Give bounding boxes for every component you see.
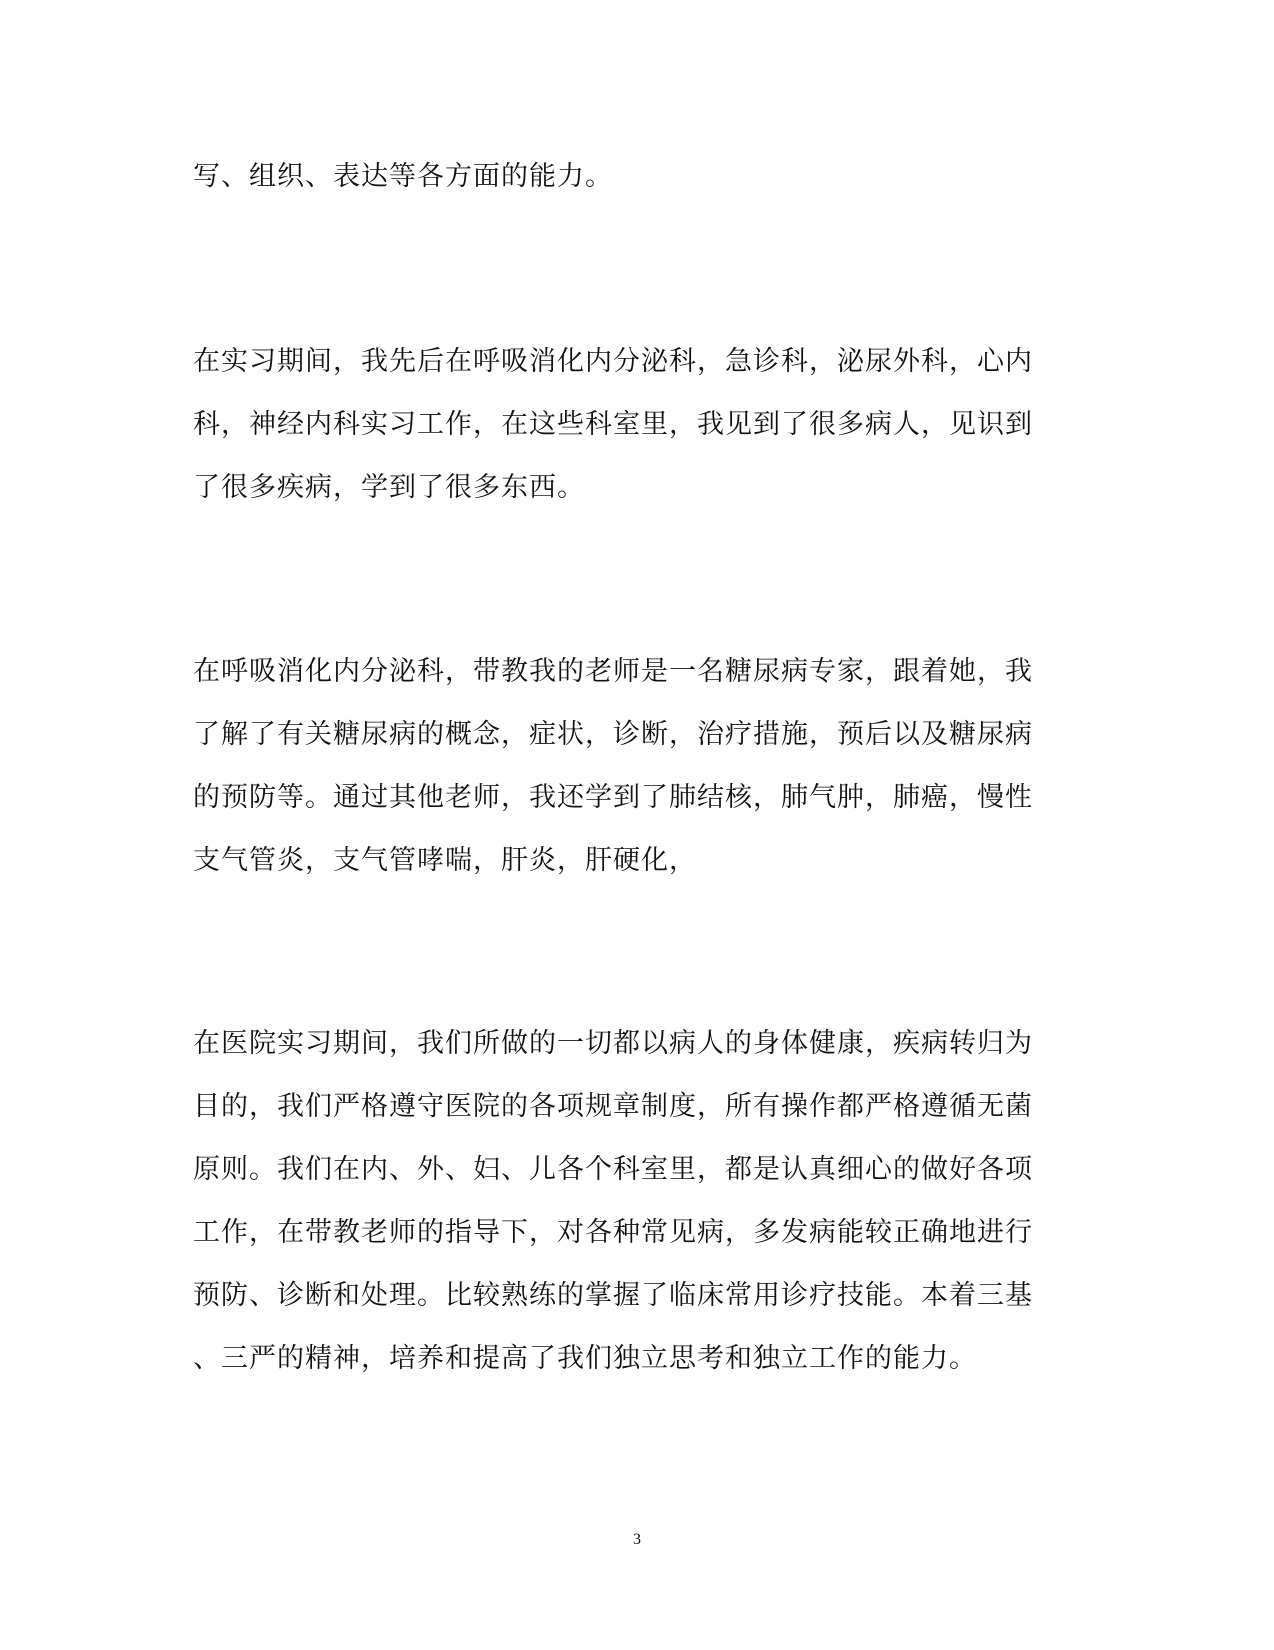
text-line: 、三严的精神，培养和提高了我们独立思考和独立工作的能力。 bbox=[193, 1343, 977, 1374]
text-line: 目的，我们严格遵守医院的各项规章制度，所有操作都严格遵循无菌 bbox=[193, 1091, 1033, 1122]
text-line: 预防、诊断和处理。比较熟练的掌握了临床常用诊疗技能。本着三基 bbox=[193, 1280, 1033, 1311]
text-line: 科，神经内科实习工作，在这些科室里，我见到了很多病人，见识到 bbox=[193, 409, 1033, 440]
text-line: 在呼吸消化内分泌科，带教我的老师是一名糖尿病专家，跟着她，我 bbox=[193, 656, 1033, 687]
text-line: 支气管炎，支气管哮喘，肝炎，肝硬化， bbox=[193, 845, 697, 876]
text-line: 原则。我们在内、外、妇、儿各个科室里，都是认真细心的做好各项 bbox=[193, 1154, 1033, 1185]
text-line: 在医院实习期间，我们所做的一切都以病人的身体健康，疾病转归为 bbox=[193, 1028, 1033, 1059]
text-line: 工作，在带教老师的指导下，对各种常见病，多发病能较正确地进行 bbox=[193, 1217, 1033, 1248]
page-number: 3 bbox=[633, 1531, 641, 1548]
text-line: 写、组织、表达等各方面的能力。 bbox=[193, 161, 613, 192]
text-line: 了解了有关糖尿病的概念，症状，诊断，治疗措施，预后以及糖尿病 bbox=[193, 719, 1033, 750]
text-line: 了很多疾病，学到了很多东西。 bbox=[193, 472, 585, 503]
text-line: 在实习期间，我先后在呼吸消化内分泌科，急诊科，泌尿外科，心内 bbox=[193, 346, 1033, 377]
text-line: 的预防等。通过其他老师，我还学到了肺结核，肺气肿，肺癌，慢性 bbox=[193, 782, 1033, 813]
